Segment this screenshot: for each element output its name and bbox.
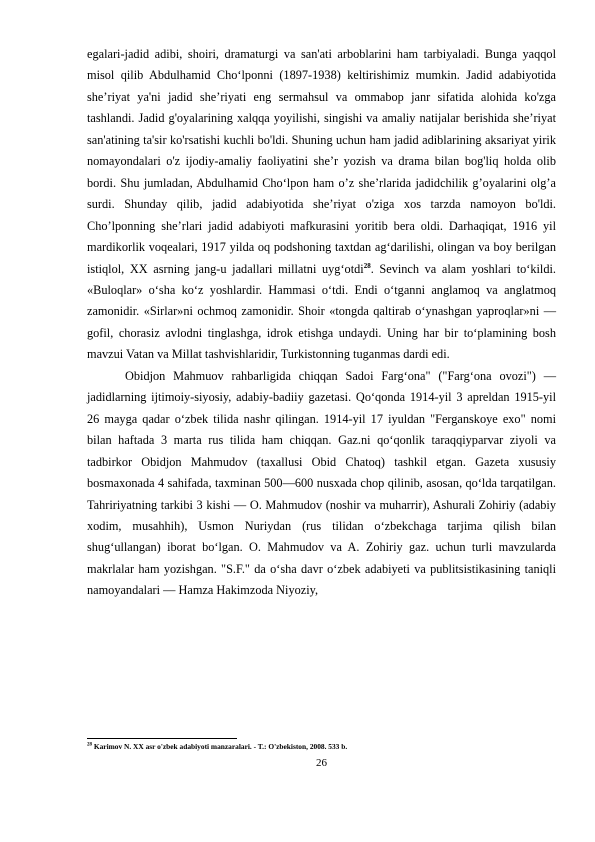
footnote-divider — [87, 738, 237, 739]
body-text — [87, 44, 556, 602]
page-number: 26 — [316, 757, 327, 769]
paragraph-sadoi-fargona: Obidjon Mahmuov rahbarligida chiqqan Sadoi Farg‘ona" ("Farg‘ona ovozi") — jadidlarning ijtimoiy-siyosiy, adabiy-badiiy gazetasi. Qo‘qonda 1914-yil 3 apreldan 1915-yil 26 mayga qadar o‘zbek tilida nashr qilingan. 1914-yil 17 iyuldan "Ferganskoye exo" nomi bilan haftada 3 marta rus tilida ham chiqqan. Gaz.ni qo‘qonlik taraqqiyparvar ziyoli va tadbirkor Obidjon Mahmudov (taxallusi Obid Chatoq) tashkil etgan. Gazeta xususiy bosmaxonada 4 sahifada, taxminan 500—600 nusxada chop qilinib, asosan, qo‘lda tarqatilgan. Tahririyatning tarkibi 3 kishi — O. Mahmudov (noshir va muharrir), Ashurali Zohiriy (adabiy xodim, musahhih), Usmon Nuriydan (rus tilidan o‘zbekchaga tarjima qilish bilan shug‘ullangan) iborat bo‘lgan. O. Mahmudov va A. Zohiriy gaz. uchun turli mavzularda makrlalar ham yozishgan. "S.F." da o‘sha davr o‘zbek adabiyeti va publitsistikasining taniqli namoyandalari — Hamza Hakimzoda Niyoziy, — [87, 368, 556, 598]
paragraph-cholpon — [87, 44, 556, 366]
footnote — [87, 742, 556, 751]
footnote-reference: 28 — [363, 261, 371, 270]
paragraph-text-continued: . Sevinch va alam yoshlari to‘kildi. «Buloqlar» o‘sha ko‘z yoshlardir. Hammasi o‘tdi. Endi o‘tganni anglamoq va anglatmoq zamonidir. «Sirlar»ni ochmoq zamonidir. Shoir «tongda qaltirab o‘ynashgan yaproqlar»ni — gofil, chorasiz avlodni tinglashga, idrok etishga undaydi. Uning har bir to‘plamining bosh mavzui Vatan va Millat tashvishlaridir, Turkistonning tuganmas dardi edi. — [87, 261, 556, 362]
footnote-number: 28 — [87, 742, 92, 748]
paragraph-text: egalari-jadid adibi, shoiri, dramaturgi va san'ati arboblarini ham tarbiyaladi. Bunga yaqqol misol qilib Abdulhamid Cho‘lponni (1897-1938) keltirishimiz mumkin. Jadid adabiyotida she’riyat ya'ni jadid she’riyati eng sermahsul va ommabop janr sifatida alohida ko'zga tashlandi. Jadid g'oyalarining xalqqa yoyilishi, singishi va amaliy natijalar berishida she’riyat san'atining ta'sir ko'rsatishi kuchli bo'ldi. Shuning uchun ham jadid adiblarining aksariyat yirik nomayondalari o'z ijodiy-amaliy faoliyatini she’r yozish va drama bilan bog'liq holda olib bordi. Shu jumladan, Abdulhamid Cho‘lpon ham o’z she’rlarida jadidchilik g’oyalarini olg’a surdi. Shunday qilib, jadid adabiyotida she’riyat o'ziga xos tarzda namoyon bo'ldi. Cho’lponning she’rlari jadid adabiyoti mafkurasini yoritib bera oldi. Darhaqiqat, 1916 yil mardikorlik voqealari, 1917 yilda oq podshoning taxtdan ag‘darilishi, olingan va boy berilgan istiqlol, XX asrning jang-u jadallari millatni uyg‘otdi — [87, 47, 556, 276]
footnote-text: Karimov N. XX asr o'zbek adabiyoti manzaralari. - T.: O'zbekiston, 2008. 533 b. — [92, 742, 348, 751]
